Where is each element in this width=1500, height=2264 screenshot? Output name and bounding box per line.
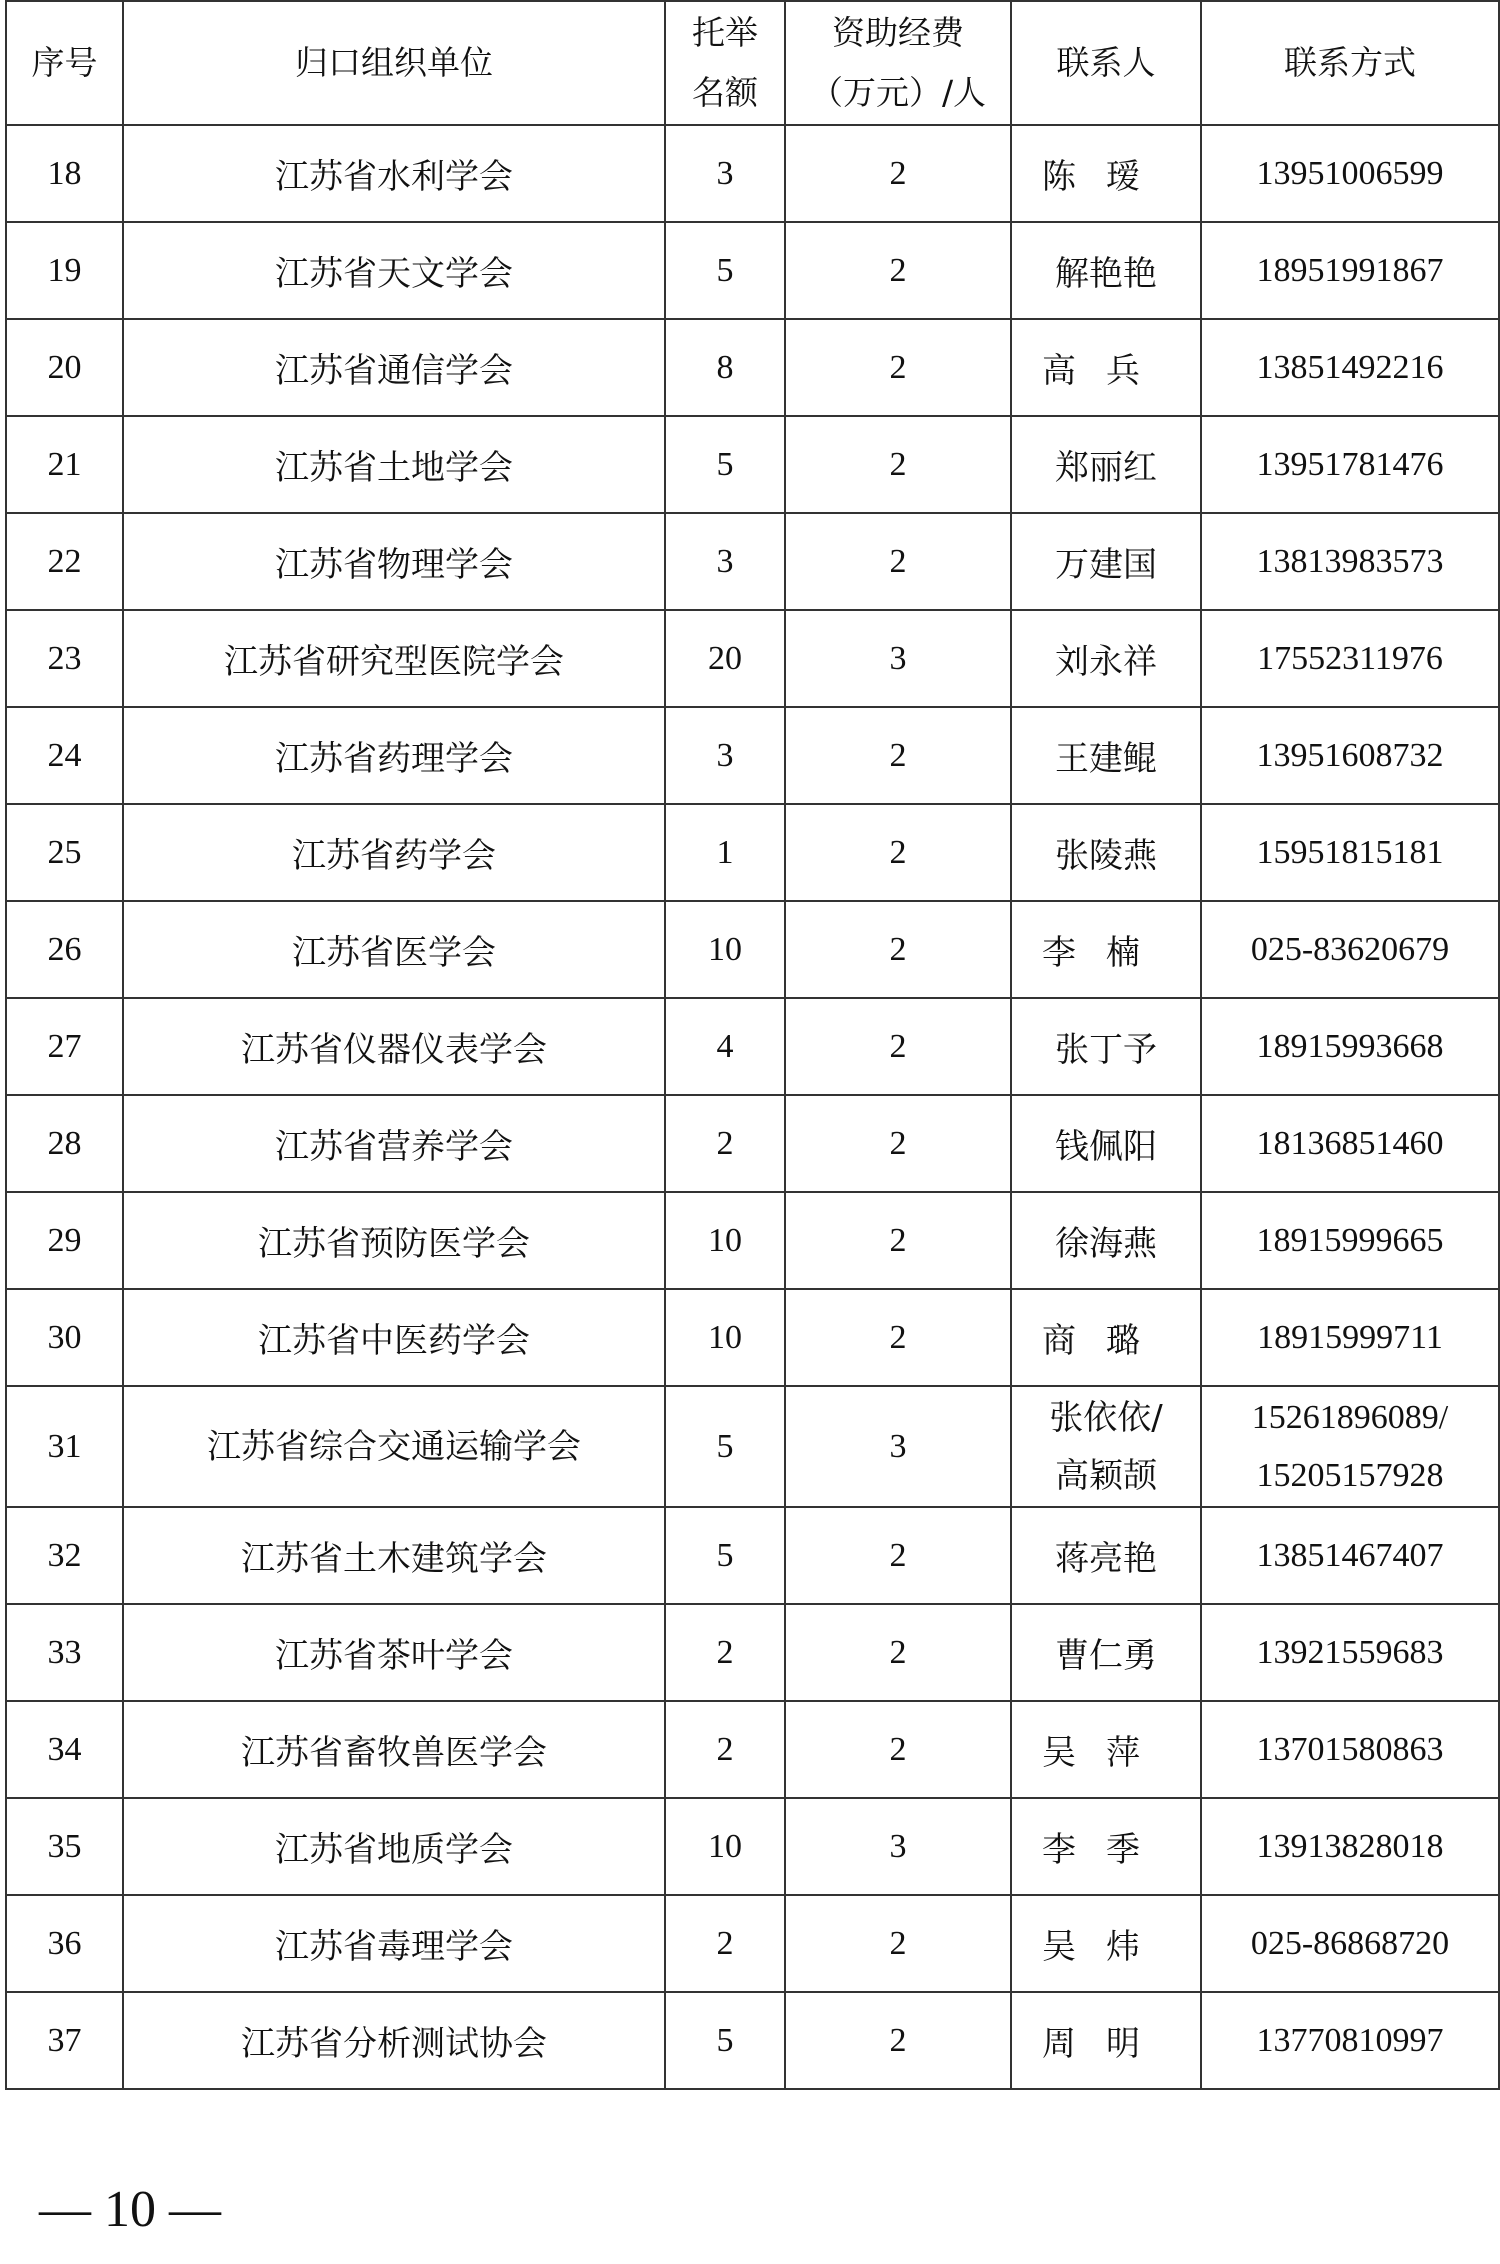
table-row <box>6 222 1499 319</box>
cell-quota: 2 <box>665 1095 785 1192</box>
cell-contact: 吴萍 <box>1011 1701 1201 1798</box>
cell-phone: 025-86868720 <box>1201 1895 1499 1992</box>
cell-phone: 13851467407 <box>1201 1507 1499 1604</box>
cell-phone-line: 15261896089/ <box>1251 1398 1449 1436</box>
cell-fund: 2 <box>785 1095 1011 1192</box>
cell-phone: 18136851460 <box>1201 1095 1499 1192</box>
cell-fund: 2 <box>785 707 1011 804</box>
cell-fund: 2 <box>785 998 1011 1095</box>
cell-quota: 5 <box>665 1992 785 2089</box>
cell-contact: 高兵 <box>1011 319 1201 416</box>
cell-fund: 3 <box>785 1386 1011 1507</box>
cell-fund: 2 <box>785 1895 1011 1992</box>
table-row <box>6 1701 1499 1798</box>
header-fund <box>785 1 1011 125</box>
cell-org: 江苏省医学会 <box>123 901 665 998</box>
cell-seq: 22 <box>6 513 123 610</box>
table-row <box>6 1895 1499 1992</box>
cell-org: 江苏省分析测试协会 <box>123 1992 665 2089</box>
table-row <box>6 125 1499 222</box>
cell-seq: 20 <box>6 319 123 416</box>
cell-phone: 025-83620679 <box>1201 901 1499 998</box>
cell-phone: 13951006599 <box>1201 125 1499 222</box>
table-row <box>6 1992 1499 2089</box>
cell-phone: 13813983573 <box>1201 513 1499 610</box>
cell-org: 江苏省物理学会 <box>123 513 665 610</box>
table-row <box>6 1192 1499 1289</box>
cell-seq: 26 <box>6 901 123 998</box>
cell-contact: 周明 <box>1011 1992 1201 2089</box>
cell-quota: 20 <box>665 610 785 707</box>
cell-phone: 13921559683 <box>1201 1604 1499 1701</box>
table-row <box>6 610 1499 707</box>
cell-quota: 5 <box>665 1507 785 1604</box>
cell-phone: 13851492216 <box>1201 319 1499 416</box>
cell-fund: 2 <box>785 804 1011 901</box>
cell-phone: 17552311976 <box>1201 610 1499 707</box>
cell-quota: 10 <box>665 1798 785 1895</box>
cell-quota: 5 <box>665 222 785 319</box>
cell-fund: 3 <box>785 610 1011 707</box>
cell-contact: 张陵燕 <box>1011 804 1201 901</box>
cell-org: 江苏省药理学会 <box>123 707 665 804</box>
cell-contact: 郑丽红 <box>1011 416 1201 513</box>
cell-fund: 2 <box>785 1289 1011 1386</box>
cell-org: 江苏省通信学会 <box>123 319 665 416</box>
cell-seq: 19 <box>6 222 123 319</box>
table-row <box>6 804 1499 901</box>
cell-quota: 4 <box>665 998 785 1095</box>
table-row <box>6 1798 1499 1895</box>
cell-fund: 3 <box>785 1798 1011 1895</box>
table-row <box>6 319 1499 416</box>
cell-seq: 30 <box>6 1289 123 1386</box>
cell-quota: 1 <box>665 804 785 901</box>
contacts-table <box>5 0 1500 2090</box>
header-quota-line1: 托举 <box>692 13 758 52</box>
cell-org: 江苏省综合交通运输学会 <box>123 1386 665 1507</box>
cell-fund: 2 <box>785 1604 1011 1701</box>
cell-quota: 2 <box>665 1701 785 1798</box>
cell-quota: 10 <box>665 1289 785 1386</box>
cell-fund: 2 <box>785 1507 1011 1604</box>
cell-contact: 徐海燕 <box>1011 1192 1201 1289</box>
cell-quota: 5 <box>665 1386 785 1507</box>
cell-quota: 3 <box>665 125 785 222</box>
cell-contact: 李季 <box>1011 1798 1201 1895</box>
cell-quota: 10 <box>665 901 785 998</box>
table-row <box>6 707 1499 804</box>
header-phone: 联系方式 <box>1201 1 1499 125</box>
cell-org: 江苏省毒理学会 <box>123 1895 665 1992</box>
cell-fund: 2 <box>785 513 1011 610</box>
cell-org: 江苏省水利学会 <box>123 125 665 222</box>
cell-contact: 商璐 <box>1011 1289 1201 1386</box>
cell-contact: 万建国 <box>1011 513 1201 610</box>
cell-seq: 37 <box>6 1992 123 2089</box>
cell-seq: 33 <box>6 1604 123 1701</box>
cell-phone: 13701580863 <box>1201 1701 1499 1798</box>
cell-seq: 29 <box>6 1192 123 1289</box>
cell-quota: 2 <box>665 1895 785 1992</box>
table-body <box>6 125 1499 2089</box>
cell-org: 江苏省中医药学会 <box>123 1289 665 1386</box>
cell-org: 江苏省营养学会 <box>123 1095 665 1192</box>
cell-contact <box>1011 1386 1201 1507</box>
cell-quota: 2 <box>665 1604 785 1701</box>
header-contact: 联系人 <box>1011 1 1201 125</box>
cell-phone: 13951608732 <box>1201 707 1499 804</box>
cell-quota: 5 <box>665 416 785 513</box>
cell-org: 江苏省预防医学会 <box>123 1192 665 1289</box>
cell-contact: 李楠 <box>1011 901 1201 998</box>
cell-org: 江苏省药学会 <box>123 804 665 901</box>
cell-seq: 35 <box>6 1798 123 1895</box>
cell-org: 江苏省土木建筑学会 <box>123 1507 665 1604</box>
cell-fund: 2 <box>785 319 1011 416</box>
table-row <box>6 1604 1499 1701</box>
cell-fund: 2 <box>785 1701 1011 1798</box>
cell-phone-line: 15205157928 <box>1256 1456 1444 1494</box>
cell-phone: 18915999665 <box>1201 1192 1499 1289</box>
cell-seq: 21 <box>6 416 123 513</box>
cell-contact: 解艳艳 <box>1011 222 1201 319</box>
cell-phone: 13951781476 <box>1201 416 1499 513</box>
cell-fund: 2 <box>785 125 1011 222</box>
cell-contact: 曹仁勇 <box>1011 1604 1201 1701</box>
cell-contact-line: 高颖颉 <box>1055 1455 1157 1496</box>
cell-fund: 2 <box>785 1992 1011 2089</box>
cell-org: 江苏省土地学会 <box>123 416 665 513</box>
cell-phone: 13913828018 <box>1201 1798 1499 1895</box>
cell-phone: 18951991867 <box>1201 222 1499 319</box>
table-row <box>6 1386 1499 1507</box>
table-row <box>6 998 1499 1095</box>
table-row <box>6 901 1499 998</box>
cell-contact: 吴炜 <box>1011 1895 1201 1992</box>
cell-org: 江苏省天文学会 <box>123 222 665 319</box>
cell-contact: 陈瑷 <box>1011 125 1201 222</box>
cell-contact: 蒋亮艳 <box>1011 1507 1201 1604</box>
cell-seq: 34 <box>6 1701 123 1798</box>
cell-phone: 18915999711 <box>1201 1289 1499 1386</box>
table-row <box>6 513 1499 610</box>
cell-phone <box>1201 1386 1499 1507</box>
cell-fund: 2 <box>785 1192 1011 1289</box>
header-quota-line2: 名额 <box>692 73 758 112</box>
header-org: 归口组织单位 <box>123 1 665 125</box>
cell-fund: 2 <box>785 901 1011 998</box>
header-row <box>6 1 1499 125</box>
header-quota <box>665 1 785 125</box>
cell-quota: 10 <box>665 1192 785 1289</box>
cell-fund: 2 <box>785 222 1011 319</box>
cell-quota: 3 <box>665 513 785 610</box>
cell-seq: 23 <box>6 610 123 707</box>
cell-seq: 27 <box>6 998 123 1095</box>
cell-contact: 钱佩阳 <box>1011 1095 1201 1192</box>
cell-org: 江苏省茶叶学会 <box>123 1604 665 1701</box>
table-row <box>6 1507 1499 1604</box>
table-row <box>6 1289 1499 1386</box>
cell-phone: 18915993668 <box>1201 998 1499 1095</box>
cell-seq: 25 <box>6 804 123 901</box>
cell-contact: 刘永祥 <box>1011 610 1201 707</box>
cell-org: 江苏省仪器仪表学会 <box>123 998 665 1095</box>
cell-org: 江苏省畜牧兽医学会 <box>123 1701 665 1798</box>
cell-seq: 31 <box>6 1386 123 1507</box>
cell-quota: 8 <box>665 319 785 416</box>
cell-quota: 3 <box>665 707 785 804</box>
cell-contact: 张丁予 <box>1011 998 1201 1095</box>
cell-fund: 2 <box>785 416 1011 513</box>
cell-seq: 28 <box>6 1095 123 1192</box>
cell-seq: 32 <box>6 1507 123 1604</box>
header-seq: 序号 <box>6 1 123 125</box>
cell-seq: 18 <box>6 125 123 222</box>
cell-phone: 15951815181 <box>1201 804 1499 901</box>
cell-contact: 王建鲲 <box>1011 707 1201 804</box>
cell-org: 江苏省地质学会 <box>123 1798 665 1895</box>
cell-phone: 13770810997 <box>1201 1992 1499 2089</box>
cell-org: 江苏省研究型医院学会 <box>123 610 665 707</box>
page-number: — 10 — <box>39 2181 221 2238</box>
table-row <box>6 416 1499 513</box>
header-fund-line1: 资助经费 <box>832 13 964 52</box>
table-row <box>6 1095 1499 1192</box>
cell-seq: 36 <box>6 1895 123 1992</box>
header-fund-line2: （万元）/人 <box>809 73 987 112</box>
cell-contact-line: 张依依/ <box>1049 1397 1163 1438</box>
cell-seq: 24 <box>6 707 123 804</box>
